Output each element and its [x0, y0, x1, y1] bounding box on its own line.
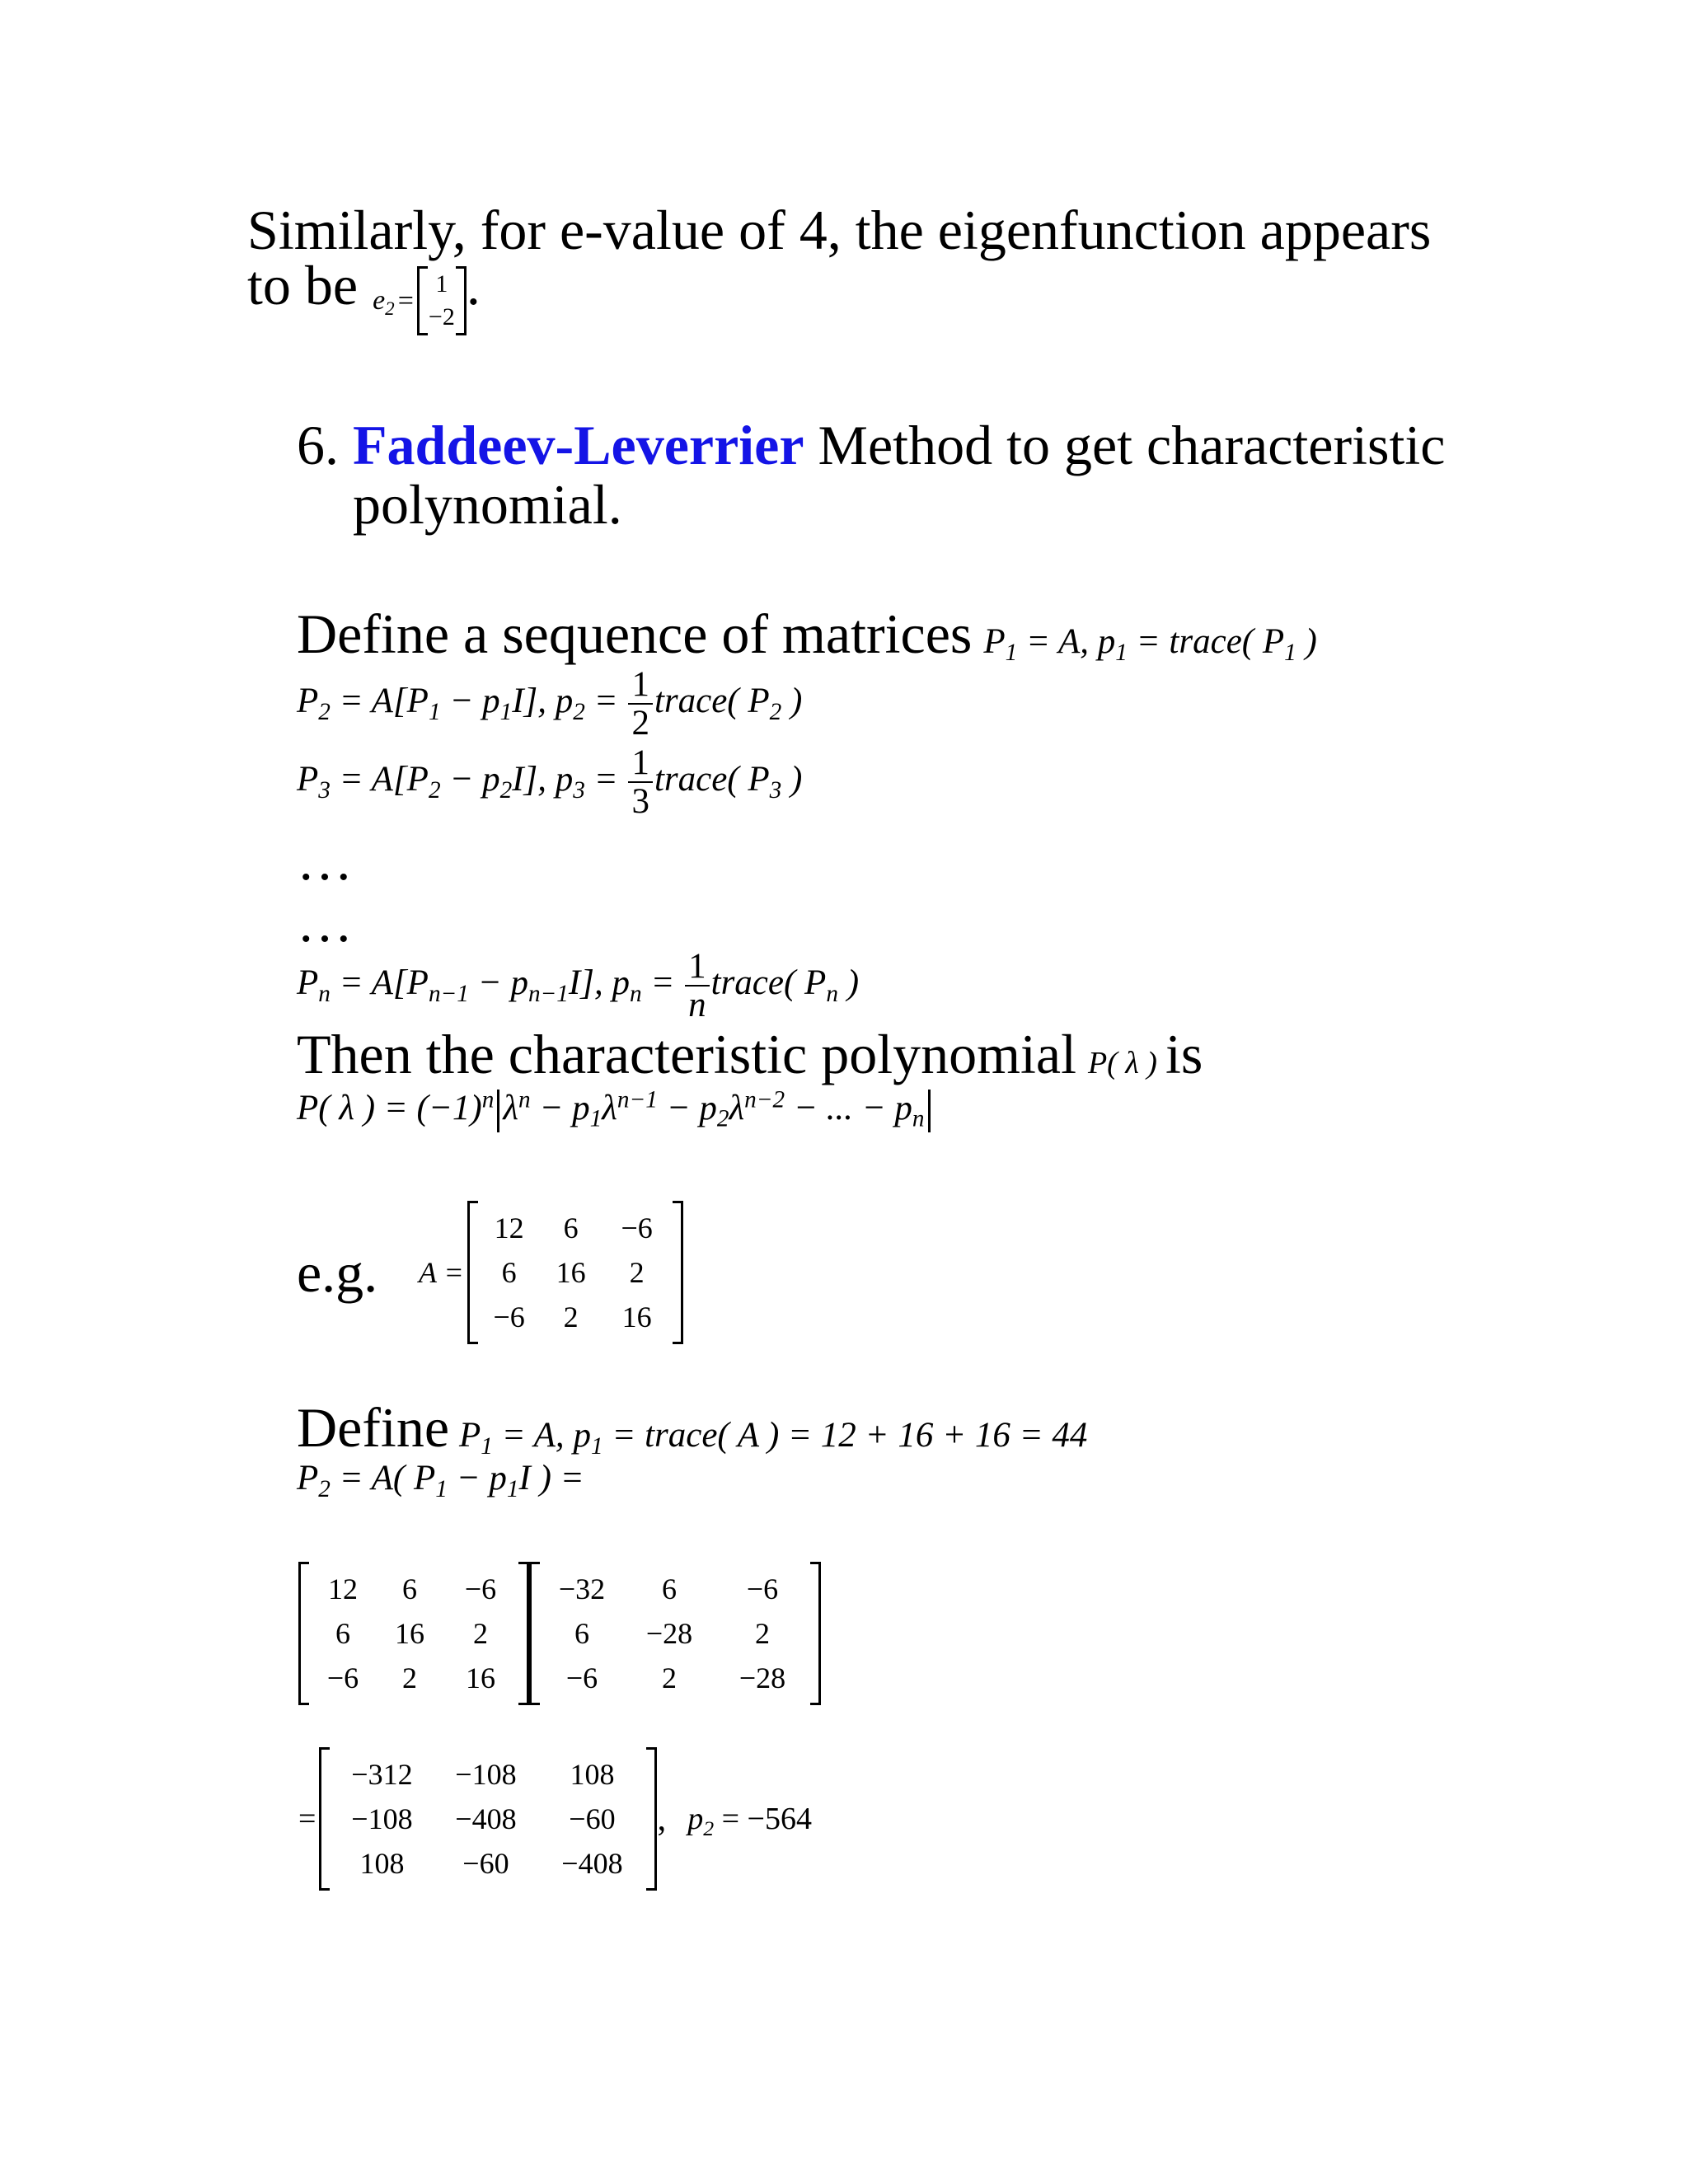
vector-cell: −2: [428, 303, 455, 331]
intro-line-2: [247, 254, 481, 335]
section-title-rest: Method to get characteristic: [818, 414, 1446, 476]
result-expression: [298, 1747, 812, 1891]
eq-p2-product: $P_2 = A$( $P_1 - p_1I$ ) =: [297, 1459, 584, 1502]
charpoly-symbol: P( λ ): [1087, 1046, 1157, 1080]
matrix-A-label: A =: [419, 1256, 464, 1289]
matrix-M1: 12 6 −6 6 16 2 −6 2 16: [298, 1562, 529, 1705]
e2-vector: [417, 266, 467, 335]
intro-prefix: to be: [247, 254, 359, 316]
eq-p1-trace: $P_1 = A$, $p_1$ = trace( A ) = 12 + 16 + 16 = 44: [459, 1416, 1088, 1460]
e2-symbol: $e_2$: [373, 285, 395, 321]
charpoly-line: [297, 1023, 1203, 1085]
matrix-A: 12 6 −6 6 16 2 −6 2 16: [467, 1201, 683, 1344]
eq-p3: $P_3 = A[P_2 - p_2I]$, $p_3$ = $\frac{1}{3}$ trace( $P_3$ ): [297, 743, 803, 822]
result-equals: =: [298, 1802, 316, 1836]
define-sequence-line: [297, 602, 1317, 666]
eq-p1: $P_1 = A$, $p_1$ = trace( $P_1$ ): [983, 622, 1317, 666]
matrix-M2: −32 6 −6 6 −28 2 −6 2 −28: [529, 1562, 821, 1705]
charpoly-is: is: [1165, 1023, 1203, 1085]
e2-equals: =: [397, 285, 414, 316]
ellipsis-1: …: [297, 829, 353, 892]
charpoly-formula: P( λ ) = $(-1)^n$ $\lambda^n - p_1\lambda^{n-1} - p_2\lambda^{n-2}$ − ... − $p_n$: [297, 1090, 934, 1132]
matrix-A-expression: [419, 1201, 683, 1344]
section-number: 6.: [297, 414, 339, 476]
method-name: Faddeev-Leverrier: [353, 414, 804, 476]
define-p1-line: [297, 1396, 1088, 1460]
eq-p2: $P_2 = A[P_1 - p_1I]$, $p_2$ = $\frac{1}{2}$ trace( $P_2$ ): [297, 665, 803, 743]
ellipsis-2: …: [297, 891, 353, 954]
define-text: Define: [297, 1396, 450, 1459]
intro-line-1: Similarly, for e-value of 4, the eigenfunction appears: [247, 199, 1432, 261]
vector-cell: 1: [435, 270, 448, 298]
p2-value: $p_2 = -564$: [687, 1802, 812, 1840]
charpoly-text: Then the characteristic polynomial: [297, 1023, 1076, 1085]
section-heading-line-2: polynomial.: [353, 473, 622, 536]
example-label: e.g.: [297, 1241, 378, 1304]
section-heading: [297, 414, 1446, 476]
product-expression: [298, 1562, 821, 1705]
intro-period: .: [466, 254, 481, 316]
matrix-result: −312 −108 108 −108 −408 −60 108 −60 −408: [319, 1747, 657, 1891]
define-sequence-text: Define a sequence of matrices: [297, 602, 973, 665]
eq-pn: $P_n = A[P_{n-1} - p_{n-1}I]$, $p_n$ = $\frac{1}{n}$ trace( $P_n$ ): [297, 947, 860, 1025]
result-comma: ,: [657, 1799, 667, 1839]
